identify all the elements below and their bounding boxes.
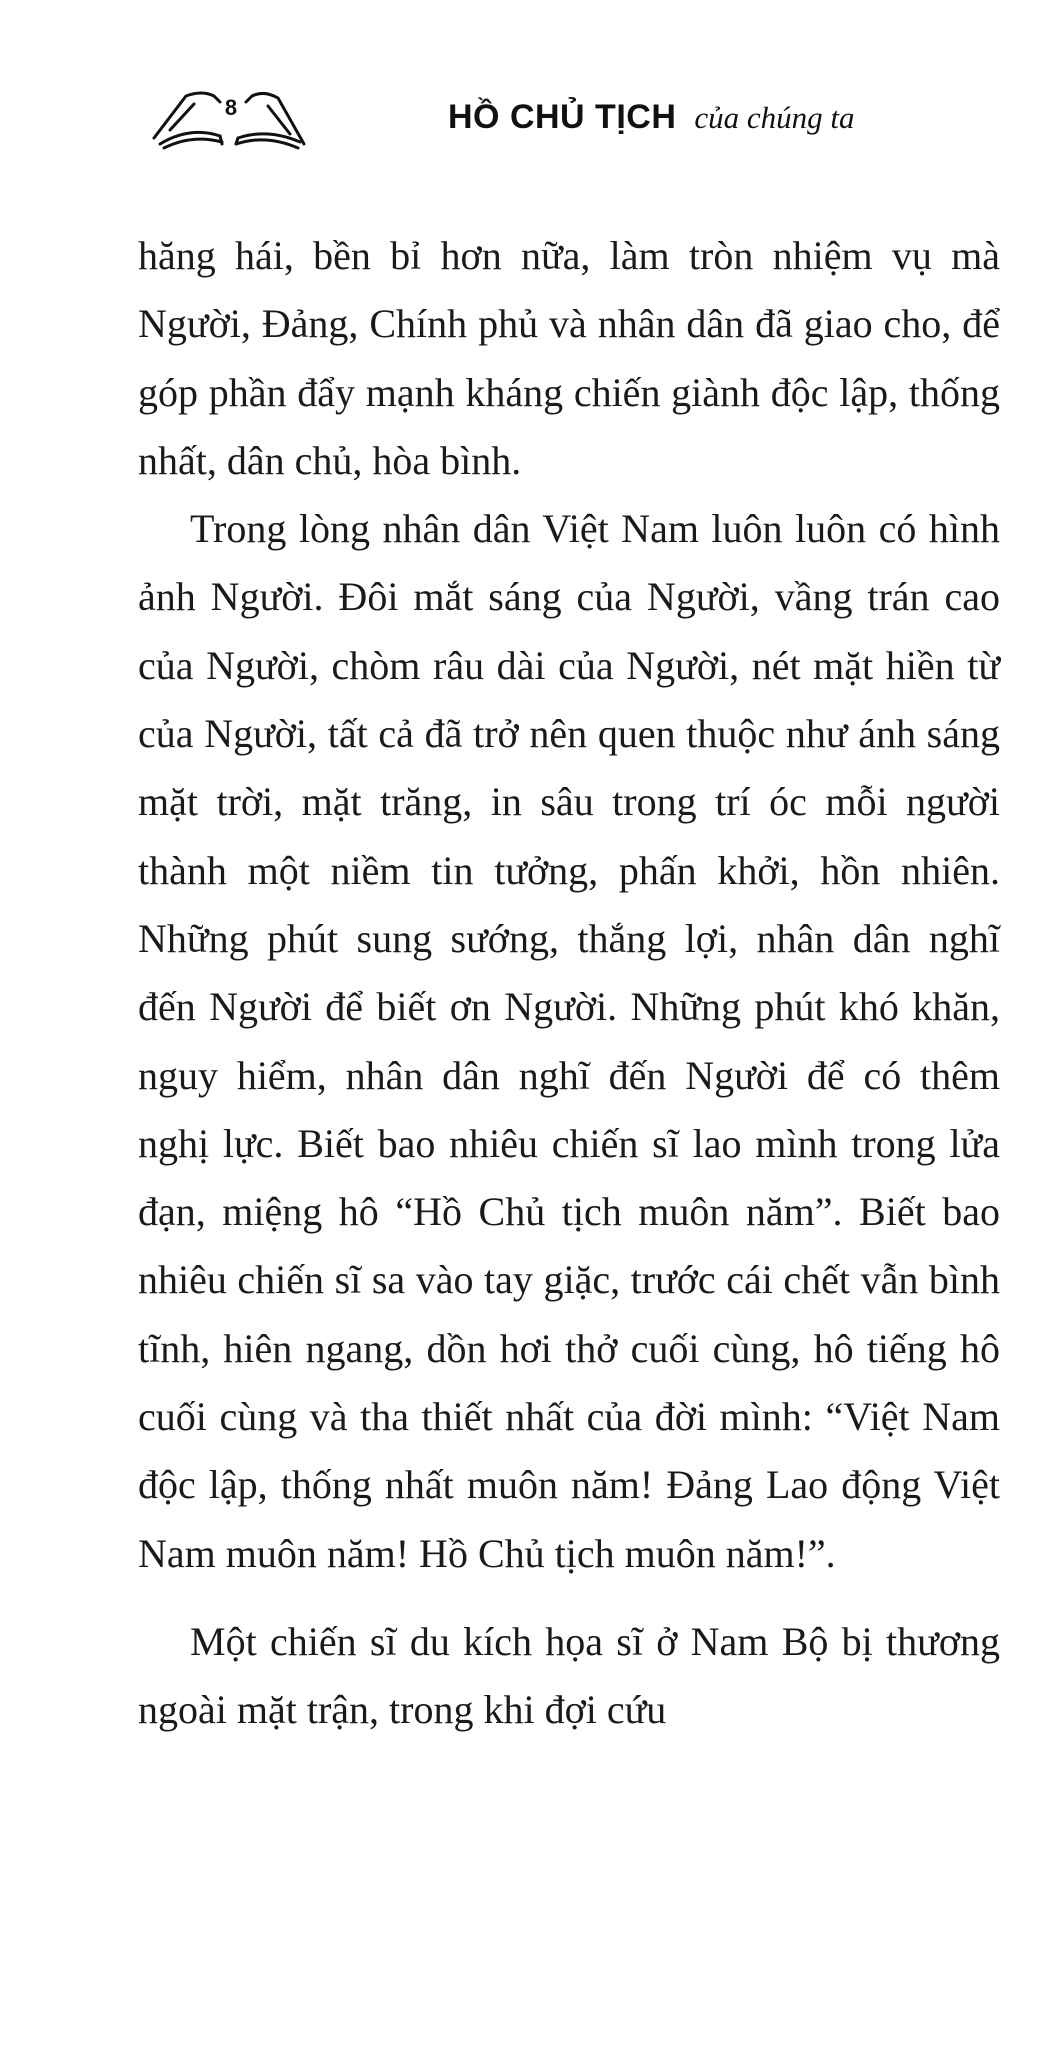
paragraph-continued: hăng hái, bền bỉ hơn nữa, làm tròn nhiệm vụ mà Người, Đảng, Chính phủ và nhân dân đã giao cho, để góp phần đẩy mạnh kháng chiến giành độc lập, thống nhất, dân chủ, hòa bình. — [138, 233, 1000, 483]
paragraph: Trong lòng nhân dân Việt Nam luôn luôn có hình ảnh Người. Đôi mắt sáng của Người, vầng trán cao của Người, chòm râu dài của Người, nét mặt hiền từ của Người, tất cả đã trở nên quen thuộc như ánh sáng mặt trời, mặt trăng, in sâu trong trí óc mỗi người thành một niềm tin tưởng, phấn khởi, hồn nhiên. Những phút sung sướng, thắng lợi, nhân dân nghĩ đến Người để biết ơn Người. Những phút khó khăn, nguy hiểm, nhân dân nghĩ đến Người để có thêm nghị lực. Biết bao nhiêu chiến sĩ lao mình trong lửa đạn, miệng hô “Hồ Chủ tịch muôn năm”. Biết bao nhiêu chiến sĩ sa vào tay giặc, trước cái chết vẫn bình tĩnh, hiên ngang, dồn hơi thở cuối cùng, hô tiếng hô cuối cùng và tha thiết nhất của đời mình: “Việt Nam độc lập, thống nhất muôn năm! Đảng Lao động Việt Nam muôn năm! Hồ Chủ tịch muôn năm!”. — [138, 506, 1000, 1576]
page-number: 8 — [224, 95, 238, 120]
running-header — [0, 0, 1056, 160]
running-title — [448, 98, 855, 137]
book-title: HỒ CHỦ TỊCH — [448, 98, 677, 136]
book-subtitle: của chúng ta — [694, 100, 855, 135]
paragraph-last: Một chiến sĩ du kích họa sĩ ở Nam Bộ bị thương ngoài mặt trận, trong khi đợi cứu — [138, 1618, 1000, 1733]
body-text — [138, 222, 1000, 1745]
